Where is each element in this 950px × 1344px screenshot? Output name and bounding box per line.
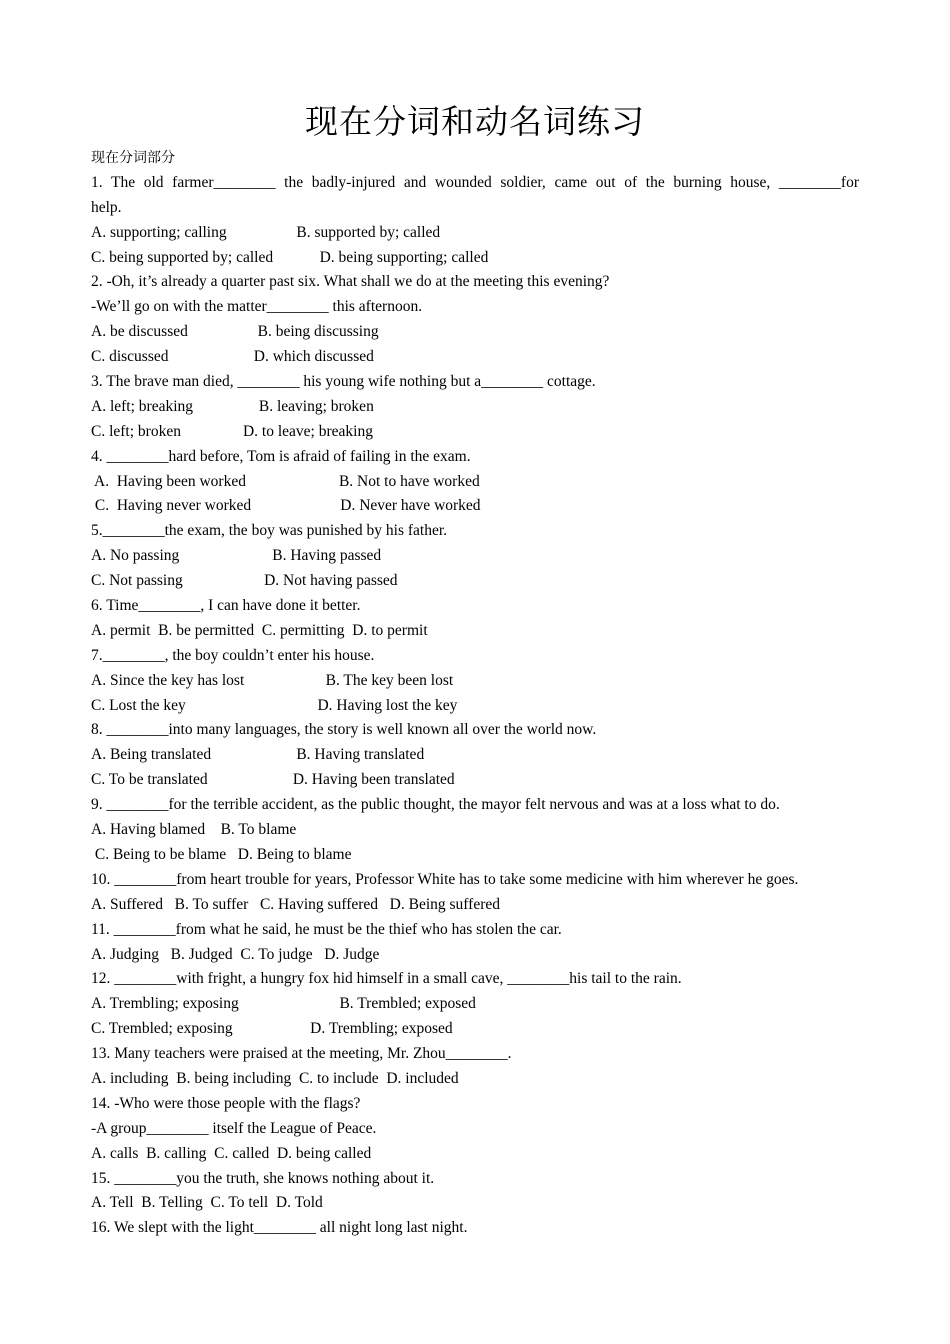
question-15-stem: 15. ________you the truth, she knows nothing about it. [91, 1169, 435, 1187]
question-12-stem: 12. ________with fright, a hungry fox hid himself in a small cave, ________his tail to the rain. [91, 970, 682, 988]
question-8-options-ab: A. Being translated B. Having translated [91, 746, 425, 764]
question-12-options-cd: C. Trembled; exposing D. Trembling; exposed [91, 1020, 453, 1038]
question-2-stem-continued: -We’ll go on with the matter________ this afternoon. [91, 298, 423, 316]
question-4-options-cd: C. Having never worked D. Never have worked [91, 497, 481, 515]
question-5-stem: 5.________the exam, the boy was punished by his father. [91, 522, 448, 540]
question-6-options: A. permit B. be permitted C. permitting D. to permit [91, 621, 428, 639]
question-11-stem: 11. ________from what he said, he must be the thief who has stolen the car. [91, 920, 562, 938]
question-14-stem-continued: -A group________ itself the League of Peace. [91, 1119, 377, 1137]
question-14-stem: 14. -Who were those people with the flags? [91, 1094, 361, 1112]
section-heading: 现在分词部分 [91, 150, 175, 166]
question-3-stem: 3. The brave man died, ________ his young wife nothing but a________ cottage. [91, 373, 596, 391]
question-8-stem: 8. ________into many languages, the story is well known all over the world now. [91, 721, 597, 739]
question-2-options-cd: C. discussed D. which discussed [91, 348, 374, 366]
question-2-options-ab: A. be discussed B. being discussing [91, 323, 379, 341]
question-9-stem: 9. ________for the terrible accident, as the public thought, the mayor felt nervous and was at a loss what to do. [91, 796, 780, 814]
question-1-stem: 1. The old farmer________ the badly-injured and wounded soldier, came out of the burning house, ________for [91, 173, 859, 191]
question-2-stem: 2. -Oh, it’s already a quarter past six. What shall we do at the meeting this evening? [91, 273, 610, 291]
question-5-options-ab: A. No passing B. Having passed [91, 547, 382, 565]
question-9-options-cd: C. Being to be blame D. Being to blame [91, 845, 352, 863]
question-16-stem: 16. We slept with the light________ all night long last night. [91, 1219, 468, 1237]
question-7-options-cd: C. Lost the key D. Having lost the key [91, 696, 458, 714]
question-9-options-ab: A. Having blamed B. To blame [91, 821, 297, 839]
page-title: 现在分词和动名词练习 [305, 102, 645, 141]
question-10-stem: 10. ________from heart trouble for years, Professor White has to take some medicine with him wherever he goes. [91, 870, 799, 888]
question-1-stem-continued: help. [91, 198, 122, 216]
question-4-options-ab: A. Having been worked B. Not to have worked [91, 472, 480, 490]
question-1-options-cd: C. being supported by; called D. being supporting; called [91, 248, 489, 266]
question-15-options: A. Tell B. Telling C. To tell D. Told [91, 1194, 323, 1212]
question-10-options: A. Suffered B. To suffer C. Having suffered D. Being suffered [91, 895, 501, 913]
question-14-options: A. calls B. calling C. called D. being called [91, 1144, 372, 1162]
question-8-options-cd: C. To be translated D. Having been translated [91, 771, 455, 789]
question-4-stem: 4. ________hard before, Tom is afraid of failing in the exam. [91, 447, 471, 465]
question-12-options-ab: A. Trembling; exposing B. Trembled; exposed [91, 995, 476, 1013]
question-7-options-ab: A. Since the key has lost B. The key been lost [91, 671, 454, 689]
question-5-options-cd: C. Not passing D. Not having passed [91, 572, 398, 590]
question-11-options: A. Judging B. Judged C. To judge D. Judge [91, 945, 380, 963]
question-1-options-ab: A. supporting; calling B. supported by; called [91, 223, 441, 241]
question-7-stem: 7.________, the boy couldn’t enter his house. [91, 646, 375, 664]
question-6-stem: 6. Time________, I can have done it better. [91, 597, 361, 615]
question-3-options-cd: C. left; broken D. to leave; breaking [91, 422, 373, 440]
exercise-body [91, 146, 859, 1241]
question-13-stem: 13. Many teachers were praised at the meeting, Mr. Zhou________. [91, 1045, 512, 1063]
question-3-options-ab: A. left; breaking B. leaving; broken [91, 397, 374, 415]
question-13-options: A. including B. being including C. to include D. included [91, 1069, 459, 1087]
